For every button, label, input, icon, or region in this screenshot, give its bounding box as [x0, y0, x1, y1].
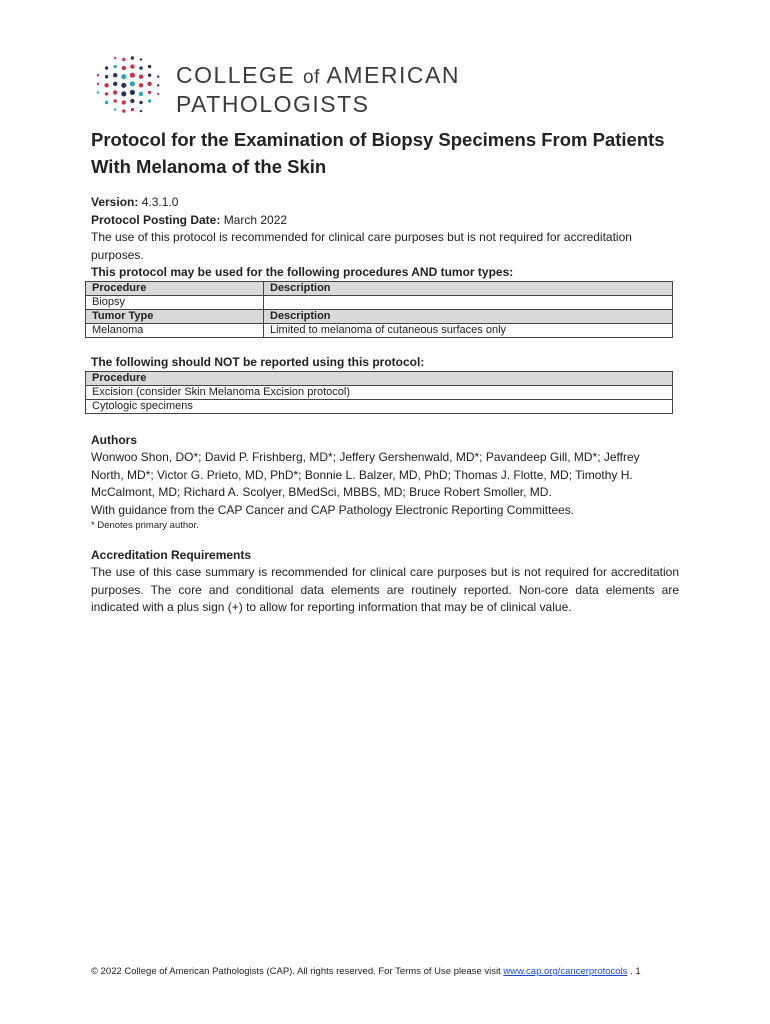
- authors-guidance: With guidance from the CAP Cancer and CAP Pathology Electronic Reporting Committees.: [91, 502, 575, 517]
- authors-heading: Authors: [91, 433, 137, 447]
- page-footer: [91, 966, 681, 977]
- procedures-table: [85, 281, 673, 338]
- authors-block: [91, 449, 673, 533]
- logo-dot: [130, 81, 135, 86]
- primary-author-note: * Denotes primary author.: [91, 520, 199, 531]
- logo-dot: [122, 100, 126, 104]
- logo-dot: [105, 101, 108, 104]
- logo-dot: [148, 65, 151, 68]
- table-cell: Cytologic specimens: [86, 400, 673, 414]
- logo-dot: [114, 99, 117, 102]
- cap-logo: [92, 52, 492, 122]
- logo-dot: [139, 66, 142, 69]
- accreditation-text: The use of this case summary is recommended for clinical care purposes but is not required for accreditation purposes. The core and conditional data elements are routinely reported. Non-core data elements are indicated with a plus sign (+) to allow for reporting information that may be of clinical value.: [91, 565, 679, 614]
- protocol-meta: [91, 194, 681, 282]
- logo-dot: [105, 92, 108, 95]
- author-names: Wonwoo Shon, DO*; David P. Frishberg, MD*; Jeffery Gershenwald, MD*; Pavandeep Gill, MD*; Jeffrey North, MD*; Victor G. Prieto, MD, PhD*; Bonnie L. Balzer, MD, PhD; Thomas J. Flotte, MD; Timothy H. McCalmont, MD; Richard A. Scolyer, BMedSci, MBBS, MD; Bruce Robert Smoller, MD.: [91, 450, 640, 499]
- logo-dot: [131, 56, 134, 59]
- cancer-protocols-link[interactable]: www.cap.org/cancerprotocols: [503, 966, 628, 977]
- copyright-text: © 2022 College of American Pathologists (CAP). All rights reserved. For Terms of Use please visit: [91, 966, 501, 977]
- table-row: [86, 386, 673, 400]
- logo-dot: [130, 64, 134, 68]
- procedures-heading: This protocol may be used for the following procedures AND tumor types:: [91, 265, 514, 279]
- cap-dot-grid-logo-icon: [92, 52, 164, 120]
- logo-dot: [114, 57, 116, 59]
- table-row: [86, 296, 673, 310]
- page-number: . 1: [630, 966, 641, 977]
- table-header-tumor-type: Tumor Type: [86, 310, 264, 324]
- table-row: [86, 324, 673, 338]
- logo-dot: [148, 99, 151, 102]
- logo-dot: [97, 74, 99, 76]
- table-cell: Biopsy: [86, 296, 264, 310]
- logo-dot: [113, 90, 117, 94]
- logo-dot: [140, 110, 142, 112]
- cap-logo-wordmark: [176, 62, 460, 117]
- logo-dot: [147, 82, 151, 86]
- logo-dot: [130, 90, 135, 95]
- logo-dot: [105, 66, 108, 69]
- logo-dot: [121, 91, 126, 96]
- logo-dot: [139, 83, 143, 87]
- logo-dot: [130, 99, 134, 103]
- logo-dot: [114, 108, 116, 110]
- not-reported-heading: The following should NOT be reported using this protocol:: [91, 355, 425, 369]
- logo-dot: [122, 58, 125, 61]
- logo-dot: [140, 58, 142, 60]
- table-header-description: Description: [264, 310, 673, 324]
- logo-dot: [139, 92, 143, 96]
- table-cell: Excision (consider Skin Melanoma Excision protocol): [86, 386, 673, 400]
- table-header-procedure: Procedure: [86, 372, 673, 386]
- logo-dot: [148, 91, 151, 94]
- table-cell: Limited to melanoma of cutaneous surfaces only: [264, 324, 673, 338]
- logo-dot: [122, 66, 126, 70]
- not-reported-table: [85, 371, 673, 414]
- logo-dot: [97, 91, 99, 93]
- use-note: The use of this protocol is recommended for clinical care purposes but is not required for accreditation purposes.: [91, 230, 632, 262]
- logo-dot: [121, 83, 126, 88]
- logo-line-1: COLLEGE of AMERICAN: [176, 62, 460, 88]
- accreditation-heading: Accreditation Requirements: [91, 548, 252, 562]
- logo-dot: [130, 73, 135, 78]
- logo-dot: [97, 83, 99, 85]
- logo-dot: [131, 108, 134, 111]
- logo-dot: [157, 84, 159, 86]
- logo-dot: [121, 74, 126, 79]
- table-cell: [264, 296, 673, 310]
- logo-dot: [114, 65, 117, 68]
- posting-date-value: March 2022: [223, 212, 288, 227]
- table-row: [86, 400, 673, 414]
- table-cell: Melanoma: [86, 324, 264, 338]
- logo-dot: [104, 83, 108, 87]
- logo-dot: [113, 82, 117, 86]
- table-header-procedure: Procedure: [86, 282, 264, 296]
- posting-date-label: Protocol Posting Date:: [91, 212, 221, 227]
- logo-dot: [157, 76, 159, 78]
- version-value: 4.3.1.0: [141, 195, 179, 209]
- logo-dot: [122, 109, 125, 112]
- logo-dot: [105, 75, 108, 78]
- logo-dot: [139, 75, 143, 79]
- logo-dot: [139, 101, 142, 104]
- logo-dot: [113, 73, 117, 77]
- logo-line-2: PATHOLOGISTS: [176, 91, 370, 117]
- logo-dot: [148, 74, 151, 77]
- page-title: Protocol for the Examination of Biopsy Specimens From Patients With Melanoma of the Skin: [91, 129, 665, 177]
- version-label: Version:: [91, 195, 139, 209]
- logo-dot: [157, 93, 159, 95]
- table-header-description: Description: [264, 282, 673, 296]
